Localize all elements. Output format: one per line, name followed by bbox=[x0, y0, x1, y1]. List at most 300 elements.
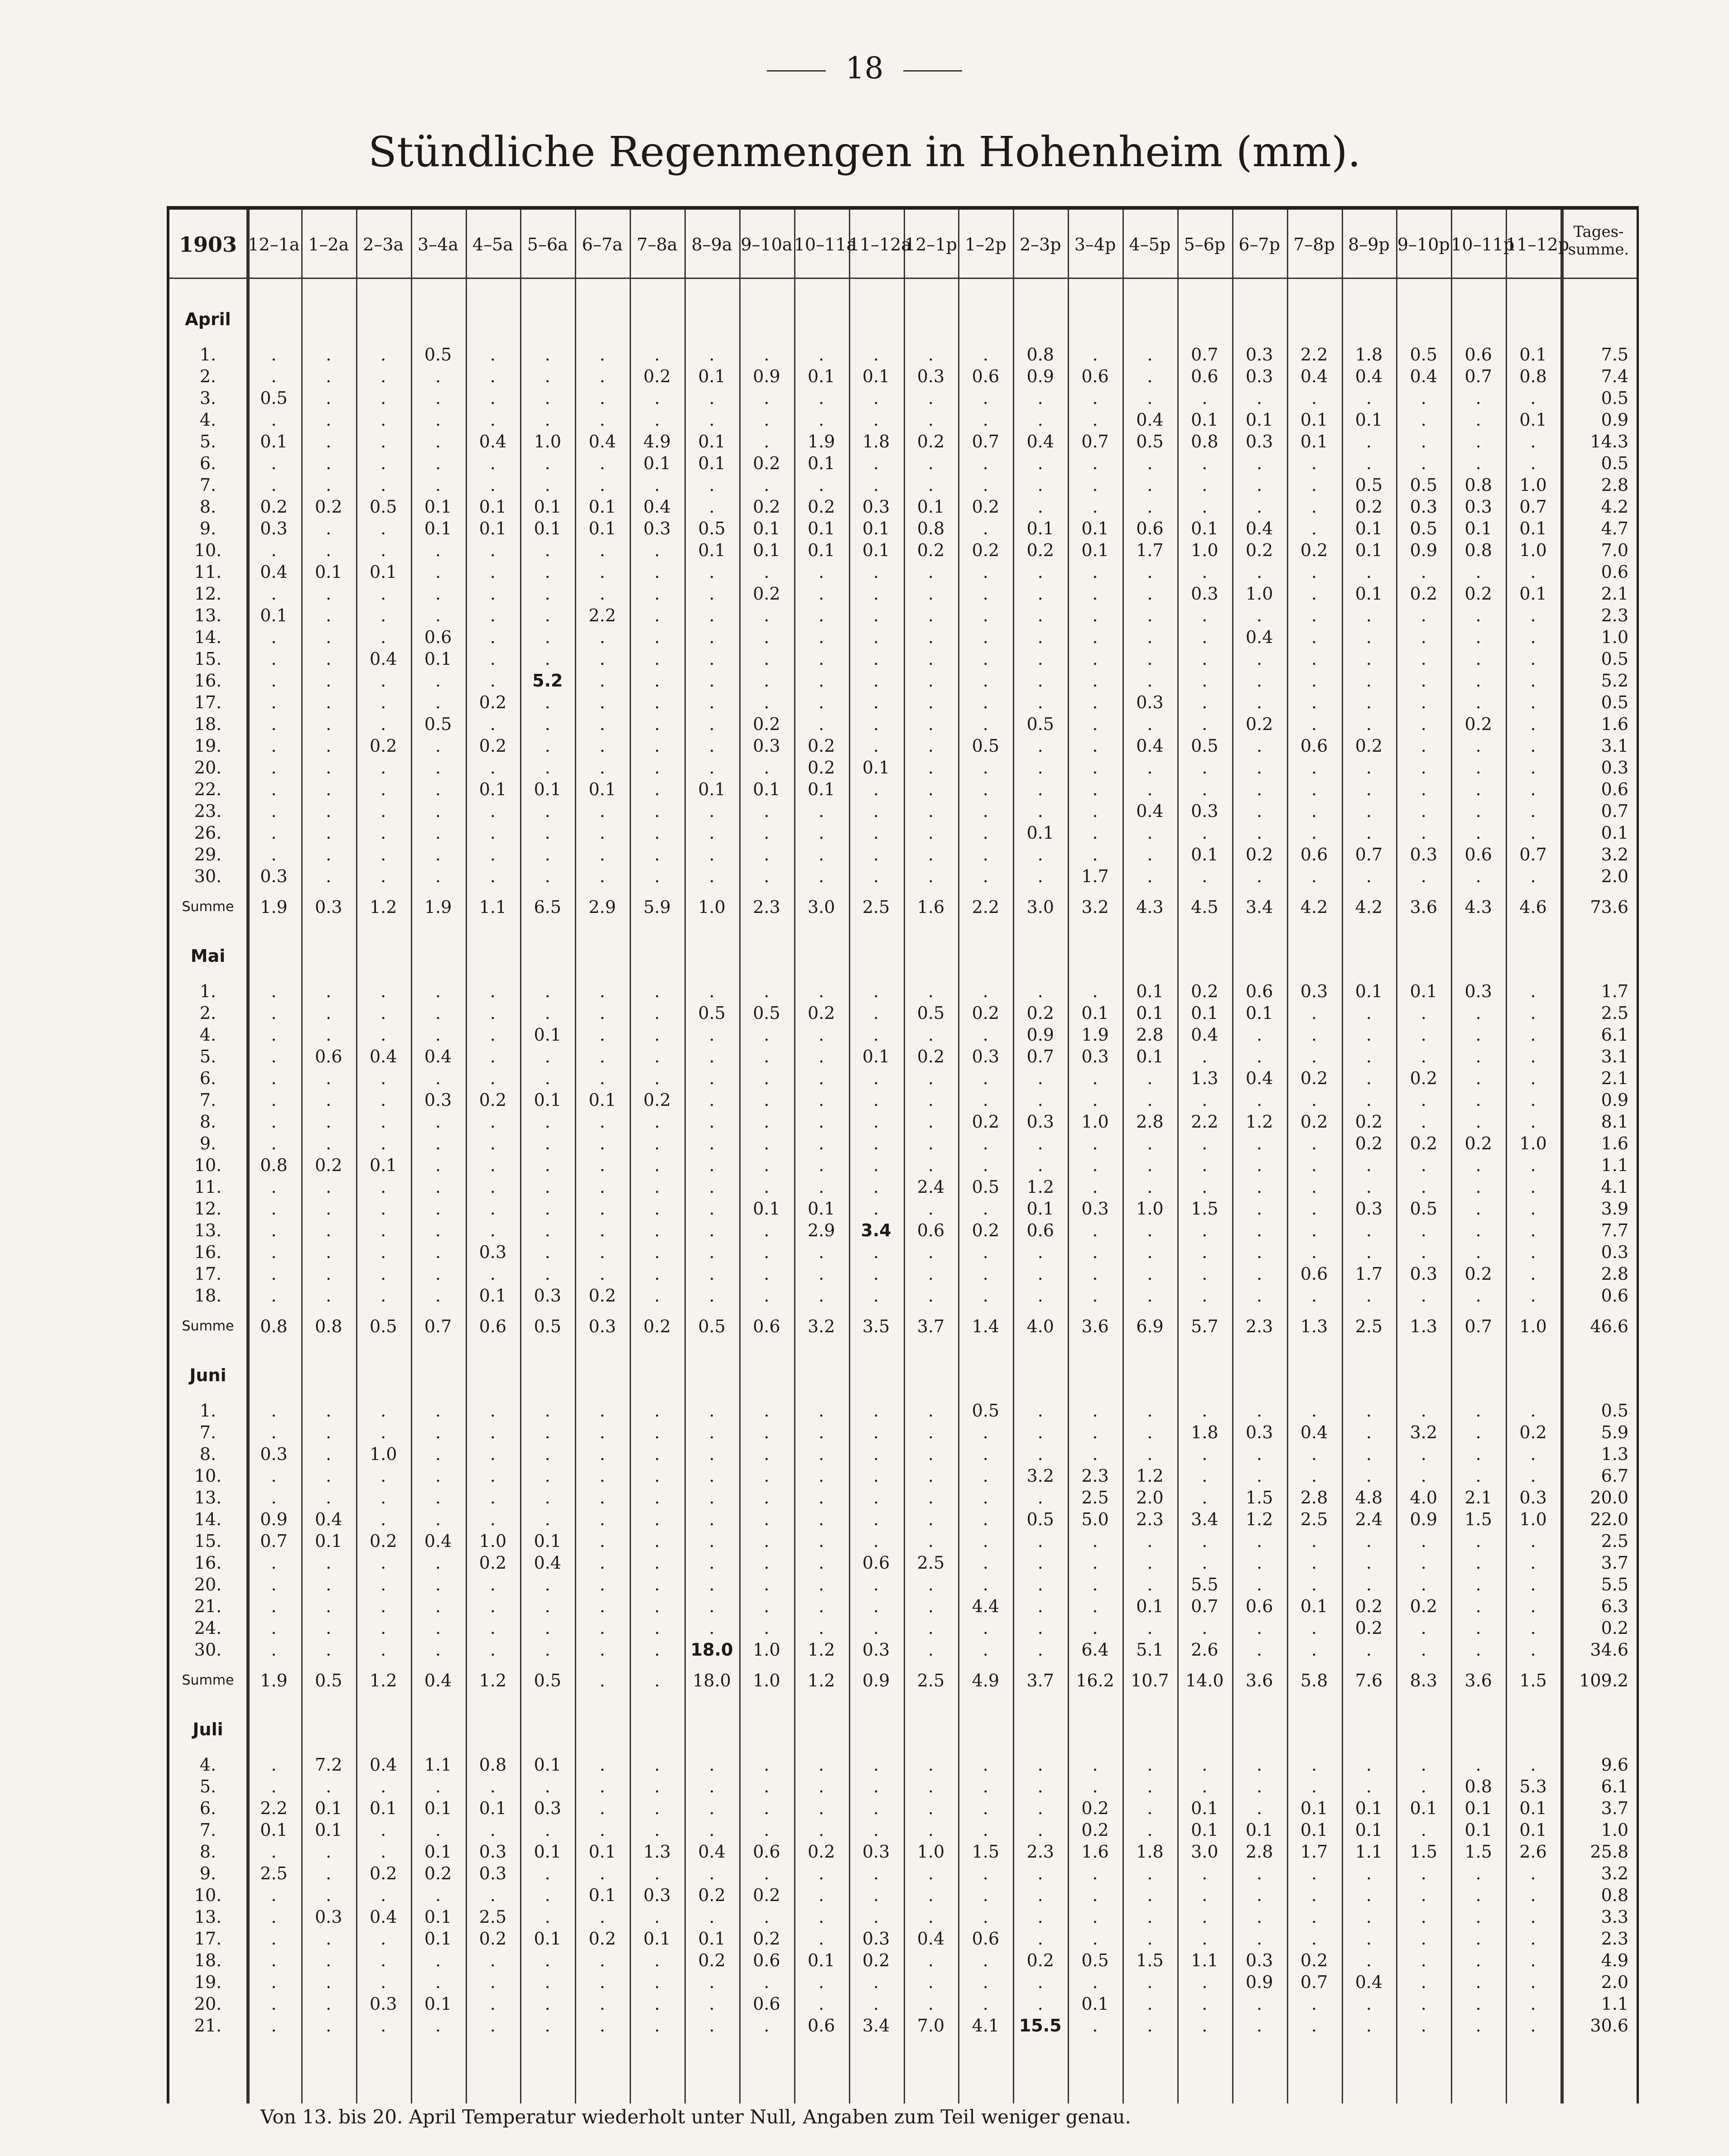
rain-value: 0.1 bbox=[1191, 845, 1218, 864]
rain-value: . bbox=[490, 1777, 496, 1796]
rain-value: 0.3 bbox=[588, 1316, 616, 1336]
rain-value: . bbox=[764, 1025, 770, 1045]
rain-value: . bbox=[544, 1994, 550, 2014]
rain-value: . bbox=[1311, 1640, 1317, 1660]
rain-value: . bbox=[1147, 2016, 1153, 2036]
rain-value: 3.0 bbox=[807, 897, 835, 917]
rain-value: . bbox=[380, 1488, 386, 1508]
rain-value: . bbox=[873, 1575, 879, 1594]
rain-value: 0.4 bbox=[588, 432, 616, 451]
rain-value: . bbox=[1475, 1155, 1481, 1175]
rain-value: . bbox=[928, 1755, 934, 1775]
rain-value: . bbox=[1311, 1286, 1317, 1306]
rain-value: . bbox=[928, 1422, 934, 1442]
header-hour: 5–6p bbox=[1184, 235, 1226, 254]
rain-value: . bbox=[1147, 1220, 1153, 1240]
rain-value: . bbox=[1530, 1003, 1536, 1023]
rain-value: . bbox=[544, 736, 550, 756]
rain-value: . bbox=[326, 1885, 332, 1905]
table-row bbox=[169, 1508, 1637, 1530]
rain-value: . bbox=[544, 1777, 550, 1796]
rain-value: . bbox=[1475, 1090, 1481, 1110]
rain-value: 7.2 bbox=[315, 1755, 342, 1775]
rain-value: 0.4 bbox=[1026, 432, 1054, 451]
rain-value: . bbox=[544, 1068, 550, 1088]
rain-value: . bbox=[490, 1994, 496, 2014]
rain-value: . bbox=[1366, 1777, 1372, 1796]
rain-value: . bbox=[709, 1863, 715, 1883]
rain-value: 0.2 bbox=[972, 497, 1000, 517]
rain-value: 0.4 bbox=[1136, 410, 1164, 430]
rain-value: . bbox=[1037, 1907, 1043, 1927]
rain-value: . bbox=[764, 1090, 770, 1110]
rain-value: . bbox=[1037, 1531, 1043, 1551]
rain-value: 0.9 bbox=[260, 1509, 288, 1529]
table-row bbox=[169, 1906, 1637, 1928]
rain-value: . bbox=[1475, 1220, 1481, 1240]
rain-value: 0.1 bbox=[534, 1025, 562, 1045]
rain-value: . bbox=[326, 671, 332, 691]
daily-total: 14.3 bbox=[1590, 432, 1628, 451]
rain-value: . bbox=[490, 714, 496, 734]
rain-value: . bbox=[490, 1401, 496, 1421]
rain-value: 0.1 bbox=[369, 562, 397, 582]
rain-value: 0.1 bbox=[534, 1755, 562, 1775]
rain-value: . bbox=[709, 845, 715, 864]
rain-value: 0.2 bbox=[698, 1885, 726, 1905]
rain-value: . bbox=[544, 475, 550, 495]
rain-value: . bbox=[873, 1488, 879, 1508]
page-title: Stündliche Regenmengen in Hohenheim (mm). bbox=[368, 128, 1361, 176]
rain-value: . bbox=[982, 410, 988, 430]
rain-value: . bbox=[654, 1177, 660, 1197]
rain-value: 0.3 bbox=[1410, 1264, 1438, 1284]
rain-value: 2.5 bbox=[260, 1863, 288, 1883]
rain-value: 1.2 bbox=[807, 1671, 835, 1690]
rain-value: 0.7 bbox=[1026, 1047, 1054, 1066]
rain-value: . bbox=[1092, 671, 1098, 691]
rain-value: . bbox=[544, 801, 550, 821]
rain-value: . bbox=[982, 519, 988, 538]
rain-value: . bbox=[764, 1422, 770, 1442]
rain-value: . bbox=[764, 1531, 770, 1551]
rain-value: . bbox=[490, 627, 496, 647]
rain-value: 1.3 bbox=[643, 1842, 671, 1862]
daily-total: 7.4 bbox=[1601, 366, 1628, 386]
rain-value: . bbox=[599, 866, 605, 886]
rain-value: 1.0 bbox=[369, 1444, 397, 1464]
rain-value: . bbox=[819, 345, 824, 365]
rain-value: . bbox=[654, 1068, 660, 1088]
rain-value: 1.0 bbox=[1081, 1112, 1109, 1132]
rain-value: . bbox=[326, 453, 332, 473]
rain-value: 5.1 bbox=[1136, 1640, 1164, 1660]
rain-value: . bbox=[1475, 388, 1481, 408]
rain-value: . bbox=[819, 671, 824, 691]
rain-value: . bbox=[1147, 649, 1153, 669]
rain-value: . bbox=[435, 1950, 441, 1970]
rain-value: 2.4 bbox=[1355, 1509, 1383, 1529]
rain-value: . bbox=[1257, 1531, 1262, 1551]
rain-value: 0.6 bbox=[753, 1994, 780, 2014]
rain-value: . bbox=[1257, 1798, 1262, 1818]
rain-value: . bbox=[709, 1286, 715, 1306]
rain-value: 0.2 bbox=[1410, 1133, 1438, 1153]
rain-value: . bbox=[326, 779, 332, 799]
rain-value: . bbox=[1311, 671, 1317, 691]
rain-value: . bbox=[819, 692, 824, 712]
rain-value: . bbox=[1257, 1755, 1262, 1775]
rain-value: . bbox=[1147, 1177, 1153, 1197]
rain-value: 0.6 bbox=[1136, 519, 1164, 538]
rain-value: 0.1 bbox=[1355, 410, 1383, 430]
rain-value: . bbox=[1366, 1177, 1372, 1197]
rain-value: . bbox=[982, 1950, 988, 1970]
rain-value: 0.1 bbox=[588, 519, 616, 538]
rain-value: . bbox=[1311, 1618, 1317, 1638]
rain-value: 0.2 bbox=[1026, 1003, 1054, 1023]
table-row bbox=[169, 1421, 1637, 1443]
rain-value: . bbox=[1202, 1401, 1208, 1421]
daily-total: 2.3 bbox=[1601, 605, 1628, 625]
rain-value: . bbox=[380, 584, 386, 604]
rain-value: 0.5 bbox=[972, 736, 1000, 756]
header-hour: 10–11p bbox=[1451, 235, 1515, 254]
day-label: 20. bbox=[194, 758, 222, 778]
rain-value: . bbox=[271, 1401, 277, 1421]
daily-total: 2.0 bbox=[1601, 866, 1628, 886]
table-row bbox=[169, 800, 1637, 822]
rain-value: . bbox=[819, 1090, 824, 1110]
sum-label: Summe bbox=[182, 899, 234, 915]
rain-value: . bbox=[1311, 1466, 1317, 1486]
table-row bbox=[169, 691, 1637, 713]
table-row bbox=[169, 648, 1637, 670]
rain-value: . bbox=[982, 1286, 988, 1306]
day-label: 30. bbox=[194, 866, 222, 886]
day-label: 8. bbox=[199, 1842, 217, 1862]
rain-value: . bbox=[435, 981, 441, 1001]
rain-value: . bbox=[1366, 1401, 1372, 1421]
rain-value: . bbox=[764, 1466, 770, 1486]
rain-value: 1.9 bbox=[260, 1671, 288, 1690]
rain-value: . bbox=[873, 562, 879, 582]
rain-value: 0.1 bbox=[424, 1994, 452, 2014]
rain-value: . bbox=[599, 801, 605, 821]
day-label: 15. bbox=[194, 1531, 222, 1551]
rain-value: 0.1 bbox=[588, 497, 616, 517]
rain-value: . bbox=[1257, 758, 1262, 778]
rain-value: . bbox=[271, 649, 277, 669]
rain-value: . bbox=[873, 1972, 879, 1992]
header-hour: 11–12a bbox=[848, 235, 911, 254]
rain-value: . bbox=[544, 1422, 550, 1442]
table-row bbox=[169, 1400, 1637, 1421]
rain-value: . bbox=[435, 453, 441, 473]
rain-value: 0.5 bbox=[753, 1003, 780, 1023]
rain-value: 1.1 bbox=[424, 1755, 452, 1775]
day-label: 9. bbox=[199, 1133, 217, 1153]
rain-value: . bbox=[490, 1820, 496, 1840]
rain-value: 0.3 bbox=[972, 1047, 1000, 1066]
day-label: 6. bbox=[199, 1068, 217, 1088]
rain-value: 0.4 bbox=[1300, 366, 1328, 386]
daily-total: 1.6 bbox=[1601, 714, 1628, 734]
rain-value: 0.3 bbox=[260, 1444, 288, 1464]
rain-value: 0.1 bbox=[260, 432, 288, 451]
rain-value: . bbox=[982, 1640, 988, 1660]
rain-value: . bbox=[1037, 388, 1043, 408]
rain-value: . bbox=[1311, 779, 1317, 799]
rain-value: . bbox=[380, 1618, 386, 1638]
daily-total: 0.6 bbox=[1601, 779, 1628, 799]
rain-value: 0.1 bbox=[1300, 1820, 1328, 1840]
rain-value: . bbox=[380, 605, 386, 625]
rain-value: . bbox=[544, 366, 550, 386]
daily-total: 6.1 bbox=[1601, 1777, 1628, 1796]
rain-value: 5.0 bbox=[1081, 1509, 1109, 1529]
rain-value: . bbox=[1037, 1885, 1043, 1905]
rain-value: 0.4 bbox=[479, 432, 507, 451]
day-label: 7. bbox=[199, 475, 217, 495]
rain-value: . bbox=[1202, 1090, 1208, 1110]
rain-value: . bbox=[490, 649, 496, 669]
header-hour: 7–8a bbox=[636, 235, 678, 254]
rain-value: . bbox=[1530, 1068, 1536, 1088]
table-row bbox=[169, 1241, 1637, 1263]
rain-value: . bbox=[928, 1618, 934, 1638]
rain-value: . bbox=[490, 1003, 496, 1023]
rain-value: . bbox=[326, 649, 332, 669]
rain-value: . bbox=[326, 2016, 332, 2036]
rain-value: . bbox=[1475, 1068, 1481, 1088]
rain-value: 0.1 bbox=[753, 519, 780, 538]
rain-value: . bbox=[1421, 1618, 1426, 1638]
rain-value: . bbox=[654, 671, 660, 691]
day-label: 21. bbox=[194, 2016, 222, 2036]
table-row bbox=[169, 1067, 1637, 1089]
rain-value: 2.5 bbox=[479, 1907, 507, 1927]
rain-value: . bbox=[1147, 562, 1153, 582]
rain-value: . bbox=[928, 823, 934, 843]
rain-value: 6.5 bbox=[534, 897, 562, 917]
rain-value: . bbox=[1147, 1777, 1153, 1796]
rain-value: 1.6 bbox=[1081, 1842, 1109, 1862]
rain-value: . bbox=[271, 540, 277, 560]
rain-value: . bbox=[544, 981, 550, 1001]
rain-value: . bbox=[1311, 1047, 1317, 1066]
rain-value: . bbox=[1257, 1242, 1262, 1262]
table-row bbox=[169, 1928, 1637, 1950]
rain-value: . bbox=[709, 714, 715, 734]
rain-value: . bbox=[1421, 2016, 1426, 2036]
rain-value: . bbox=[271, 1133, 277, 1153]
rain-value: . bbox=[873, 1242, 879, 1262]
rain-value: . bbox=[1202, 2016, 1208, 2036]
rain-value: 1.2 bbox=[807, 1640, 835, 1660]
rain-value: 0.5 bbox=[534, 1316, 562, 1336]
rain-value: 0.2 bbox=[807, 497, 835, 517]
table-row bbox=[169, 1154, 1637, 1176]
rain-value: 0.1 bbox=[260, 605, 288, 625]
rain-value: . bbox=[599, 1972, 605, 1992]
rain-value: . bbox=[928, 1575, 934, 1594]
rain-value: . bbox=[873, 1820, 879, 1840]
rain-value: . bbox=[982, 388, 988, 408]
rain-value: . bbox=[1311, 475, 1317, 495]
rain-value: 2.5 bbox=[862, 897, 890, 917]
rain-value: . bbox=[380, 410, 386, 430]
rain-value: . bbox=[326, 627, 332, 647]
header-hour: 6–7p bbox=[1238, 235, 1281, 254]
table-row bbox=[169, 1089, 1637, 1111]
rain-value: . bbox=[380, 823, 386, 843]
rain-value: . bbox=[654, 1531, 660, 1551]
rain-value: . bbox=[654, 1242, 660, 1262]
rain-value: . bbox=[1257, 1863, 1262, 1883]
rain-value: . bbox=[873, 1286, 879, 1306]
rain-value: . bbox=[654, 714, 660, 734]
rain-value: . bbox=[326, 410, 332, 430]
rain-value: 2.3 bbox=[1026, 1842, 1054, 1862]
rain-value: 1.9 bbox=[807, 432, 835, 451]
rain-value: . bbox=[380, 1842, 386, 1862]
rain-value: . bbox=[599, 1199, 605, 1219]
rain-value: . bbox=[1530, 1199, 1536, 1219]
rain-value: . bbox=[764, 1286, 770, 1306]
rain-value: 0.2 bbox=[643, 1316, 671, 1336]
rain-value: . bbox=[1530, 1596, 1536, 1616]
rain-value: . bbox=[544, 1863, 550, 1883]
rain-value: . bbox=[1366, 1155, 1372, 1175]
rain-value: . bbox=[380, 1025, 386, 1045]
rain-value: . bbox=[654, 1575, 660, 1594]
rain-value: . bbox=[326, 1286, 332, 1306]
rain-value: . bbox=[544, 562, 550, 582]
rain-value: . bbox=[982, 1972, 988, 1992]
rain-value: 0.1 bbox=[1464, 1820, 1492, 1840]
rain-value: 0.2 bbox=[807, 1003, 835, 1023]
rain-value: . bbox=[490, 1133, 496, 1153]
rain-value: . bbox=[928, 1242, 934, 1262]
rain-value: 8.3 bbox=[1410, 1671, 1438, 1690]
header-hour: 8–9p bbox=[1348, 235, 1390, 254]
table-row bbox=[169, 1530, 1637, 1552]
rain-value: . bbox=[1530, 1885, 1536, 1905]
daily-total: 20.0 bbox=[1590, 1488, 1628, 1508]
rain-value: . bbox=[654, 758, 660, 778]
table-row bbox=[169, 2015, 1637, 2036]
rain-value: . bbox=[873, 345, 879, 365]
rain-value: 1.3 bbox=[1191, 1068, 1218, 1088]
rain-value: . bbox=[271, 627, 277, 647]
rain-value: . bbox=[326, 1401, 332, 1421]
rain-value: . bbox=[271, 345, 277, 365]
rain-value: 0.3 bbox=[1410, 845, 1438, 864]
rain-value: . bbox=[599, 1798, 605, 1818]
rain-value: . bbox=[819, 1242, 824, 1262]
rain-value: . bbox=[435, 758, 441, 778]
rain-value: . bbox=[1530, 1640, 1536, 1660]
rain-value: . bbox=[599, 1177, 605, 1197]
rain-value: . bbox=[1311, 1242, 1317, 1262]
rain-value: . bbox=[326, 1596, 332, 1616]
rain-value: 2.5 bbox=[917, 1553, 945, 1573]
rain-value: . bbox=[599, 388, 605, 408]
rain-value: . bbox=[709, 1422, 715, 1442]
rain-value: . bbox=[1530, 1575, 1536, 1594]
rain-value: . bbox=[544, 1596, 550, 1616]
rain-value: . bbox=[599, 627, 605, 647]
rain-value: 0.2 bbox=[1519, 1422, 1547, 1442]
rain-value: . bbox=[709, 866, 715, 886]
rain-value: 0.4 bbox=[1355, 366, 1383, 386]
rain-value: 3.4 bbox=[861, 1220, 891, 1240]
page-number-rule-left bbox=[767, 70, 826, 72]
rain-value: . bbox=[599, 1950, 605, 1970]
rain-value: 0.1 bbox=[807, 366, 835, 386]
rain-value: . bbox=[873, 1618, 879, 1638]
rain-value: 1.2 bbox=[369, 897, 397, 917]
rain-value: . bbox=[1530, 1755, 1536, 1775]
rain-value: . bbox=[1092, 1575, 1098, 1594]
daily-total: 2.5 bbox=[1601, 1003, 1628, 1023]
rain-value: . bbox=[1202, 627, 1208, 647]
day-label: 16. bbox=[194, 1242, 222, 1262]
day-label: 19. bbox=[194, 736, 222, 756]
rain-value: . bbox=[1257, 1444, 1262, 1464]
rain-value: . bbox=[709, 1025, 715, 1045]
rain-value: . bbox=[1530, 432, 1536, 451]
rain-value: . bbox=[1147, 475, 1153, 495]
rain-value: . bbox=[1092, 1972, 1098, 1992]
rain-value: . bbox=[819, 1575, 824, 1594]
rain-value: . bbox=[271, 1994, 277, 2014]
rain-value: . bbox=[271, 1025, 277, 1045]
table-row bbox=[169, 605, 1637, 626]
rain-value: . bbox=[709, 1112, 715, 1132]
rain-value: . bbox=[1421, 1025, 1426, 1045]
rain-value: . bbox=[928, 1466, 934, 1486]
table-row bbox=[169, 539, 1637, 561]
rain-value: 0.1 bbox=[1300, 432, 1328, 451]
rain-value: 4.2 bbox=[1355, 897, 1383, 917]
rain-value: 0.1 bbox=[1464, 1798, 1492, 1818]
rain-value: . bbox=[599, 649, 605, 669]
rain-value: . bbox=[1530, 736, 1536, 756]
rain-value: . bbox=[1257, 1090, 1262, 1110]
rain-value: 1.3 bbox=[1410, 1316, 1438, 1336]
daily-total: 2.3 bbox=[1601, 1929, 1628, 1949]
rain-value: 2.3 bbox=[1136, 1509, 1164, 1529]
rain-value: . bbox=[380, 845, 386, 864]
rain-value: . bbox=[1530, 779, 1536, 799]
rain-value: . bbox=[1366, 1863, 1372, 1883]
rain-value: . bbox=[1311, 497, 1317, 517]
rain-value: . bbox=[709, 1220, 715, 1240]
rain-value: . bbox=[1366, 1640, 1372, 1660]
rain-value: . bbox=[1092, 1531, 1098, 1551]
rain-value: . bbox=[873, 1068, 879, 1088]
rain-value: . bbox=[709, 584, 715, 604]
rain-value: . bbox=[819, 1401, 824, 1421]
rain-value: . bbox=[490, 1444, 496, 1464]
rain-value: 0.1 bbox=[1245, 1820, 1273, 1840]
rain-value: 0.1 bbox=[1245, 410, 1273, 430]
rain-value: . bbox=[819, 627, 824, 647]
rain-value: 0.2 bbox=[1245, 845, 1273, 864]
rain-value: . bbox=[380, 345, 386, 365]
